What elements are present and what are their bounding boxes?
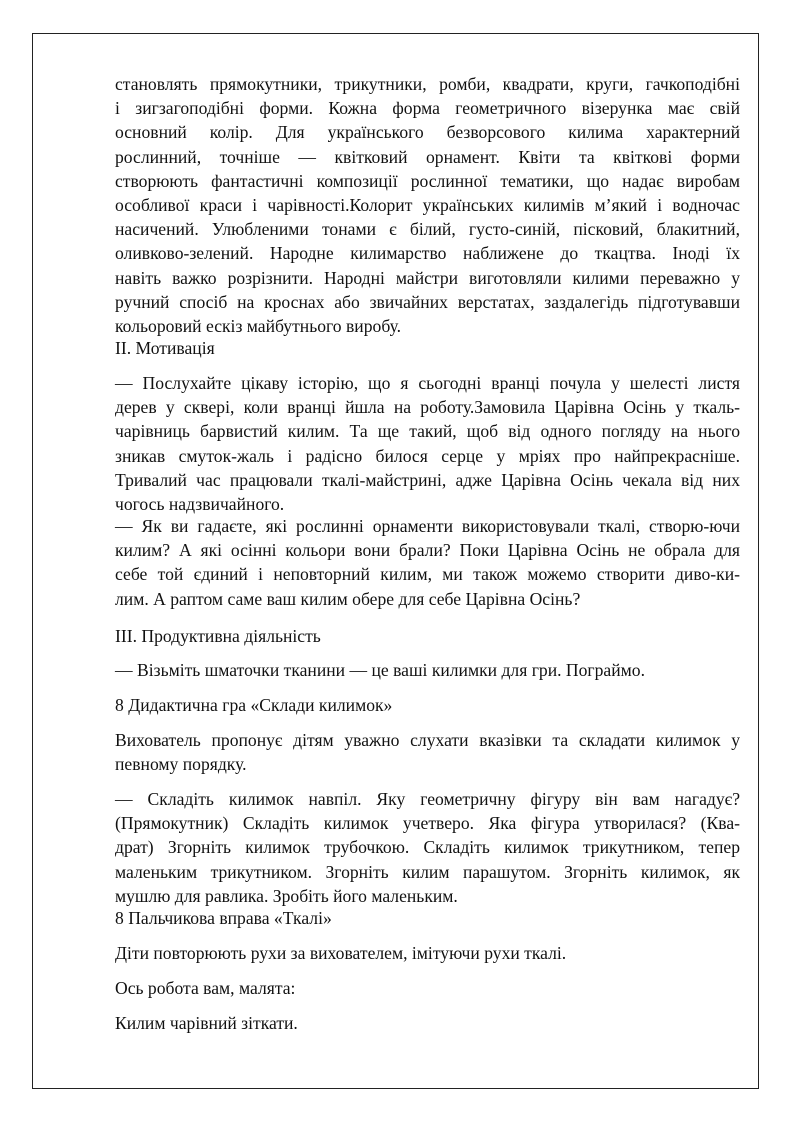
- text-line: дерев у сквері, коли вранці йшла на роботу.Замовила Царівна Осінь у ткаль-: [115, 397, 740, 418]
- heading-text: ІІ. Мотивація: [115, 338, 215, 358]
- text-line: себе той єдиний і неповторний килим, ми також можемо створити диво-ки-: [115, 564, 740, 585]
- text-line: (Прямокутник) Складіть килимок учетверо. Яка фігура утворилася? (Ква-: [115, 813, 740, 834]
- section-heading-productive: [115, 624, 740, 648]
- paragraph-game-intro: [115, 728, 740, 776]
- text-line: мушлю для равлика. Зробіть його маленьким.: [115, 885, 458, 906]
- text-line: Вихователь пропонує дітям уважно слухати вказівки та складати килимок у: [115, 730, 740, 750]
- text-line: ручний спосіб на кроснах або звичайних верстатах, заздалегідь підготувавши: [115, 291, 740, 312]
- text-line: чогось надзвичайного.: [115, 494, 285, 515]
- heading-text: ІІІ. Продуктивна діяльність: [115, 626, 321, 646]
- heading-text: 8 Пальчикова вправа «Ткалі»: [115, 908, 332, 928]
- text-line: зникав смуток-жаль і радісно билося серце у мріях про найпрекрасніше.: [115, 445, 740, 466]
- paragraph-take-fabric: [115, 658, 740, 682]
- text-line: Ось робота вам, малята:: [115, 978, 296, 998]
- text-line: оливково-зелений. Народне килимарство наближене до ткацтва. Іноді їх: [115, 243, 740, 264]
- section-heading-motivation: [115, 336, 740, 360]
- verse-line-1: [115, 976, 740, 1000]
- text-line: маленьким трикутником. Згорніть килим парашутом. Згорніть килимок, як: [115, 861, 740, 882]
- text-line: — Послухайте цікаву історію, що я сьогодні вранці почула у шелесті листя: [115, 373, 740, 393]
- text-line: Килим чарівний зіткати.: [115, 1013, 298, 1033]
- heading-text: 8 Дидактична гра «Склади килимок»: [115, 695, 393, 715]
- text-line: Тривалий час працювали ткалі-майстрині, адже Царівна Осінь чекала від них: [115, 469, 740, 490]
- text-line: основний колір. Для українського безворсового килима характерний: [115, 122, 740, 143]
- text-line: лим. А раптом саме ваш килим обере для себе Царівна Осінь?: [115, 588, 581, 609]
- text-line: драт) Згорніть килимок трубочкою. Складіть килимок трикутником, тепер: [115, 837, 740, 858]
- text-line: особливої краси і чарівності.Колорит українських килимів м’який і водночас: [115, 195, 740, 216]
- text-line: і зигзагоподібні форми. Кожна форма геометричного візерунка має свій: [115, 98, 740, 119]
- text-line: — Візьміть шматочки тканини — це ваші килимки для гри. Пограймо.: [115, 660, 645, 680]
- paragraph-finger-intro: [115, 941, 740, 965]
- finger-exercise-title: [115, 906, 740, 930]
- text-line: рослинний, точніше — квітковий орнамент. Квіти та квіткові форми: [115, 146, 740, 167]
- text-line: — Як ви гадаєте, які рослинні орнаменти використовували ткалі, створю-ючи: [115, 516, 740, 536]
- text-line: Діти повторюють рухи за вихователем, імітуючи рухи ткалі.: [115, 943, 567, 963]
- paragraph-game-steps: [115, 787, 740, 908]
- verse-line-2: [115, 1011, 740, 1035]
- paragraph-intro: [115, 72, 740, 338]
- paragraph-story: [115, 371, 740, 516]
- text-line: навіть важко розрізнити. Народні майстри виготовляли килими переважно у: [115, 267, 740, 288]
- text-line: чарівниць барвистий килим. Та ще такий, щоб від одного погляду на нього: [115, 421, 740, 442]
- text-line: кольоровий ескіз майбутнього виробу.: [115, 316, 402, 337]
- game-title: [115, 693, 740, 717]
- paragraph-question: [115, 514, 740, 611]
- text-line: становлять прямокутники, трикутники, ромби, квадрати, круги, гачкоподібні: [115, 74, 740, 94]
- text-line: створюють фантастичні композиції рослинної тематики, що надає виробам: [115, 170, 740, 191]
- text-line: певному порядку.: [115, 754, 247, 775]
- text-line: насичений. Улюбленими тонами є білий, густо-синій, пісковий, блакитний,: [115, 219, 740, 240]
- text-line: — Складіть килимок навпіл. Яку геометричну фігуру він вам нагадує?: [115, 789, 740, 809]
- text-line: килим? А які осінні кольори вони брали? Поки Царівна Осінь не обрала для: [115, 540, 740, 561]
